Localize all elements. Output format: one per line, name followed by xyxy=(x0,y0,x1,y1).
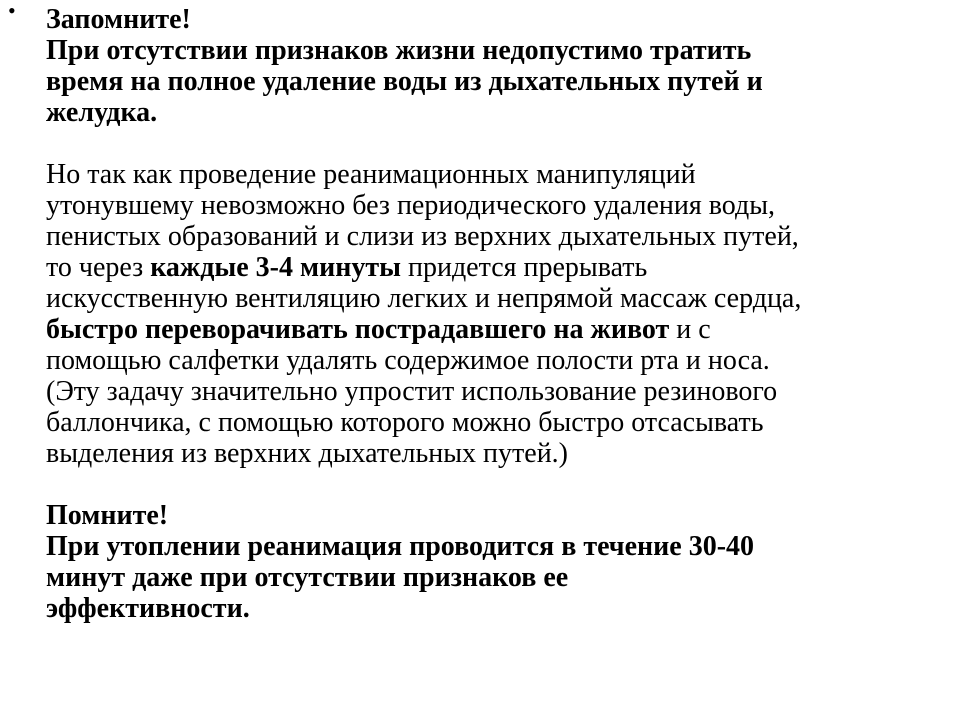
block2-line-9 xyxy=(46,407,926,438)
text-segment: утонувшему невозможно без периодического удаления воды, xyxy=(46,190,776,221)
block1-line-2: время на полное удаление воды из дыхательных путей и xyxy=(46,66,763,97)
block2-line-3 xyxy=(46,221,926,252)
text-segment: Но так как проведение реанимационных манипуляций xyxy=(46,159,696,190)
block2-line-1 xyxy=(46,159,926,190)
text-segment: помощью салфетки удалять содержимое полости рта и носа. xyxy=(46,345,770,376)
block1-heading: Запомните! xyxy=(46,4,191,35)
block3-line-1: При утоплении реанимация проводится в течение 30-40 xyxy=(46,531,755,562)
text-segment: пенистых образований и слизи из верхних дыхательных путей, xyxy=(46,221,799,252)
block2-line-8 xyxy=(46,376,926,407)
block3-heading: Помните! xyxy=(46,500,169,531)
spacer xyxy=(46,469,926,500)
block2-line-2 xyxy=(46,190,926,221)
block3-line-2: минут даже при отсутствии признаков ее xyxy=(46,562,569,593)
text-segment: выделения из верхних дыхательных путей.) xyxy=(46,438,569,469)
emphasis-segment: быстро переворачивать пострадавшего на живот xyxy=(46,314,670,345)
block1-line-1: При отсутствии признаков жизни недопустимо тратить xyxy=(46,35,752,66)
text-segment: и с xyxy=(669,314,711,345)
block2-line-4 xyxy=(46,252,926,283)
text-segment: придется прерывать xyxy=(400,252,648,283)
slide-text xyxy=(46,4,926,624)
emphasis-segment: каждые 3-4 минуты xyxy=(150,252,401,283)
block2-line-10 xyxy=(46,438,926,469)
spacer xyxy=(46,128,926,159)
text-segment: (Эту задачу значительно упростит использование резинового xyxy=(46,376,778,407)
text-segment: то через xyxy=(46,252,151,283)
text-segment: баллончика, с помощью которого можно быстро отсасывать xyxy=(46,407,764,438)
block2-line-5 xyxy=(46,283,926,314)
block2-line-7 xyxy=(46,345,926,376)
block1-line-3: желудка. xyxy=(46,97,158,128)
text-segment: искусственную вентиляцию легких и непрямой массаж сердца, xyxy=(46,283,802,314)
bullet-marker: • xyxy=(8,0,16,23)
block3-line-3: эффективности. xyxy=(46,593,250,624)
block2-line-6 xyxy=(46,314,926,345)
